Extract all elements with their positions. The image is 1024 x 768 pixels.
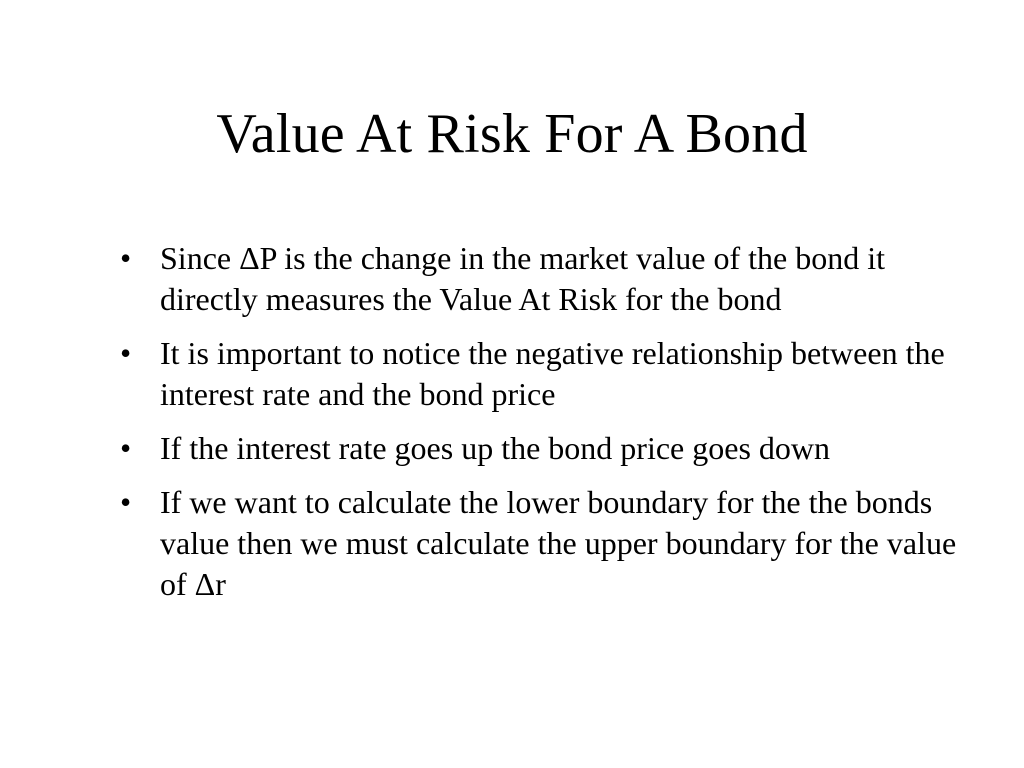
bullet-item xyxy=(118,333,988,415)
slide-title: Value At Risk For A Bond xyxy=(216,103,808,165)
bullet-dot-icon: • xyxy=(120,484,132,520)
bullet-text: Since ΔP is the change in the market value of the bond it directly measures the Value At Risk for the bond xyxy=(160,240,885,317)
bullet-text: It is important to notice the negative relationship between the interest rate and the bond price xyxy=(160,335,945,412)
bullet-item xyxy=(118,482,988,605)
bullet-text: If the interest rate goes up the bond price goes down xyxy=(160,430,831,466)
bullet-item xyxy=(118,238,988,320)
bullet-text: If we want to calculate the lower boundary for the the bonds value then we must calculate the upper boundary for the value of Δr xyxy=(160,484,957,602)
bullet-list xyxy=(118,238,988,618)
bullet-dot-icon: • xyxy=(120,240,132,276)
bullet-item xyxy=(118,428,988,469)
bullet-dot-icon: • xyxy=(120,335,132,371)
bullet-dot-icon: • xyxy=(120,430,132,466)
